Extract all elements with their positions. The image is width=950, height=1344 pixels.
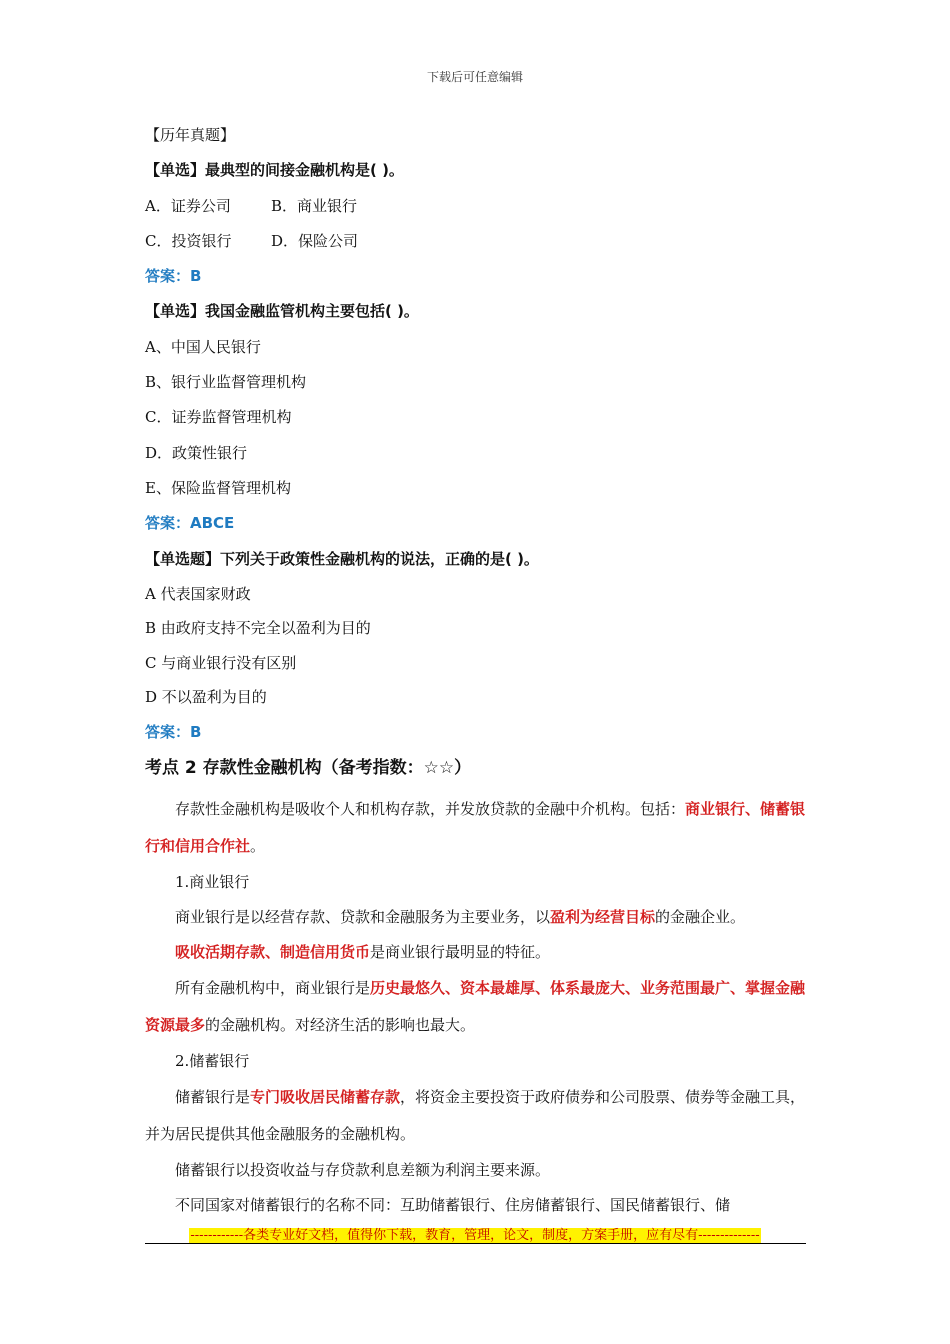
footer-banner: [0, 1224, 950, 1243]
question-3-option: C 与商业银行没有区别: [145, 653, 297, 672]
question-2-option: B、银行业监督管理机构: [145, 373, 307, 392]
question-1-stem: 【单选】最典型的间接金融机构是( )。: [145, 161, 404, 180]
paragraph-7: 不同国家对储蓄银行的名称不同：互助储蓄银行、住房储蓄银行、国民储蓄银行、储: [175, 1195, 731, 1214]
question-1-options-row2: [145, 230, 810, 265]
paragraph-5: [145, 1079, 810, 1153]
highlight-text: 商业银行、储蓄银行和信用合作社: [145, 799, 806, 855]
paragraph-3: [145, 935, 810, 970]
question-2-stem: 【单选】我国金融监管机构主要包括( )。: [145, 302, 419, 321]
question-3-option: A 代表国家财政: [145, 584, 251, 603]
question-3-answer: 答案：B: [145, 722, 202, 741]
question-1-options-row1: [145, 195, 810, 230]
option-a: A．证券公司: [145, 196, 231, 215]
question-2-option: A、中国人民银行: [145, 337, 261, 356]
highlight-text: 历史最悠久、资本最雄厚、体系最庞大、业务范围最广、掌握金融资源最多: [145, 978, 806, 1034]
question-3-option: B 由政府支持不完全以盈利为目的: [145, 619, 371, 638]
paragraph-1: [145, 791, 810, 865]
text-run: 是商业银行最明显的特征。: [370, 942, 551, 961]
paragraph-2: [145, 900, 810, 935]
text-run: ，将资金主要投资于政府债券和公司股票、债券等金融工具，并为居民提供其他金融服务的金融机构。: [145, 1087, 806, 1143]
paragraph-4: [145, 970, 810, 1044]
text-run: 商业银行是以经营存款、贷款和金融服务为主要业务，以: [175, 907, 551, 926]
question-3-option: D 不以盈利为目的: [145, 688, 267, 707]
text-run: 储蓄银行是: [175, 1087, 251, 1106]
question-1-answer: 答案：B: [145, 267, 202, 286]
question-2-answer: 答案：ABCE: [145, 514, 235, 533]
section-label: 【历年真题】: [145, 126, 236, 144]
option-c: C．投资银行: [145, 231, 232, 250]
subheading-savings-bank: 2.储蓄银行: [175, 1051, 250, 1070]
question-2-option: C．证券监督管理机构: [145, 408, 292, 427]
text-run: 的金融企业。: [655, 907, 746, 926]
text-run: 。: [250, 836, 266, 855]
question-3-stem: 【单选题】下列关于政策性金融机构的说法，正确的是( )。: [145, 549, 539, 568]
document-body: [145, 124, 810, 1223]
paragraph-6: 储蓄银行以投资收益与存贷款利息差额为利润主要来源。: [175, 1160, 551, 1179]
footer-text: ------------各类专业好文档，值得你下载，教育，管理，论文，制度，方案手册，应有尽有--------------: [190, 1228, 760, 1243]
option-d: D．保险公司: [271, 231, 359, 250]
highlight-text: 盈利为经营目标: [550, 907, 656, 926]
question-2-option: D．政策性银行: [145, 443, 248, 462]
highlight-text: 吸收活期存款、制造信用货币: [175, 942, 371, 961]
footer-divider: [145, 1243, 806, 1244]
highlight-text: 专门吸收居民储蓄存款: [250, 1087, 401, 1106]
text-run: 所有金融机构中，商业银行是: [175, 978, 371, 997]
subheading-commercial-bank: 1.商业银行: [175, 872, 250, 891]
page-header: 下载后可任意编辑: [426, 70, 523, 84]
section-heading: 考点 2 存款性金融机构（备考指数：☆☆）: [145, 757, 472, 778]
option-b: B．商业银行: [271, 196, 358, 215]
question-2-option: E、保险监督管理机构: [145, 478, 291, 497]
text-run: 存款性金融机构是吸收个人和机构存款，并发放贷款的金融中介机构。包括：: [175, 799, 686, 818]
text-run: 的金融机构。对经济生活的影响也最大。: [205, 1015, 476, 1034]
